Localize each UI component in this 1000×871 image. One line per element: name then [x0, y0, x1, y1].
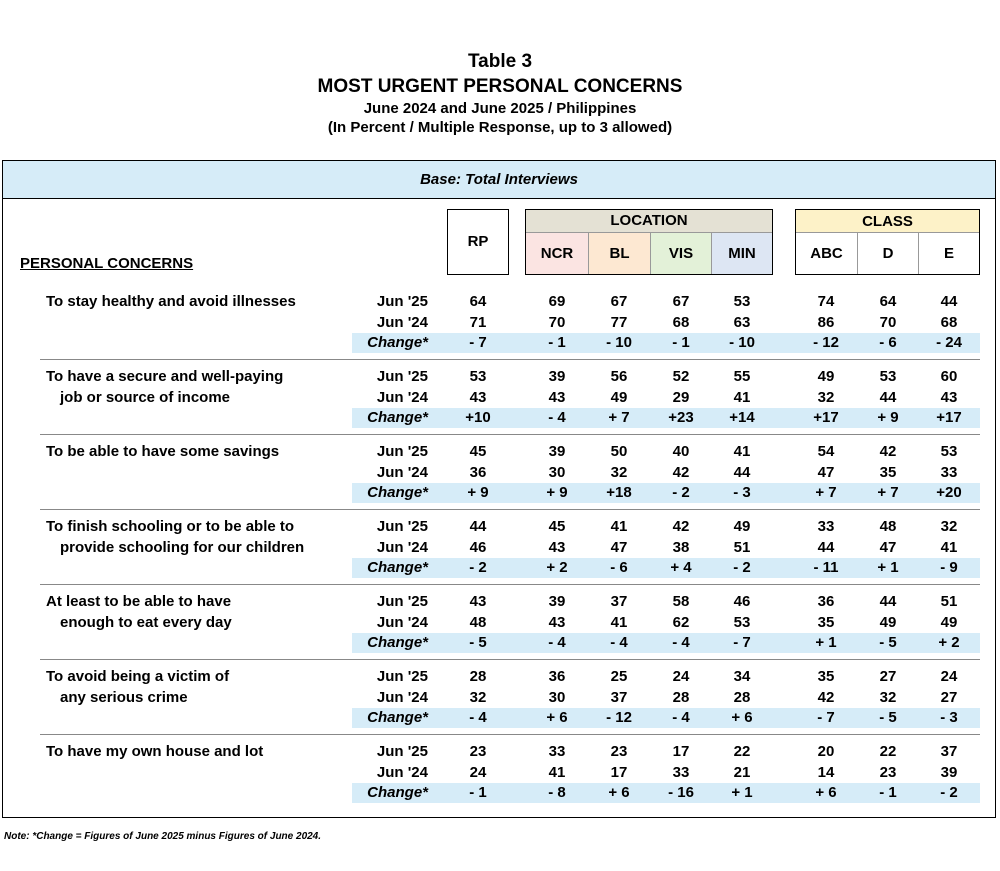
table-cell: 20	[817, 743, 835, 760]
concern-line2: provide schooling for our children	[60, 538, 305, 556]
table-cell: 42	[672, 463, 690, 481]
table-cell: 49	[733, 518, 751, 535]
table-cell: - 6	[610, 559, 628, 576]
table-cell: 42	[672, 518, 690, 535]
table-cell: - 4	[548, 409, 566, 426]
base-bar: Base: Total Interviews	[3, 161, 995, 199]
row-separator	[40, 509, 980, 510]
table-row-jun24	[0, 463, 1000, 483]
table-row-change	[0, 708, 1000, 728]
table-cell: 60	[940, 368, 958, 385]
table-cell: 53	[469, 368, 487, 385]
table-cell: 37	[610, 593, 628, 610]
header-abc: ABC	[810, 245, 843, 262]
table-cell: - 5	[469, 634, 487, 651]
table-cell: 50	[610, 443, 628, 460]
table-cell: - 9	[940, 559, 958, 576]
concern-line2: job or source of income	[60, 388, 231, 406]
table-cell: 47	[610, 538, 628, 556]
table-cell: 42	[879, 443, 897, 460]
table-cell: 24	[940, 668, 958, 685]
row-label: Jun '25	[376, 668, 428, 685]
table-cell: 53	[733, 293, 751, 310]
table-cell: 49	[610, 388, 628, 406]
table-cell: 44	[940, 293, 958, 310]
header-vis: VIS	[650, 233, 711, 274]
header-e: E	[918, 233, 979, 274]
concern-line1: To be able to have some savings	[46, 443, 280, 460]
table-cell: 51	[733, 538, 751, 556]
table-cell: - 7	[733, 634, 751, 651]
table-cell: 32	[610, 463, 628, 481]
table-row-jun25	[0, 442, 1000, 462]
table-cell: - 2	[672, 484, 690, 501]
footnote: Note: *Change = Figures of June 2025 minus Figures of June 2024.	[4, 831, 322, 842]
table-cell: - 12	[813, 334, 839, 351]
table-cell: 34	[733, 668, 751, 685]
table-cell: 64	[879, 293, 897, 310]
table-cell: 32	[469, 688, 487, 706]
table-cell: 23	[879, 763, 897, 781]
table-cell: 86	[817, 313, 835, 331]
table-cell: 29	[672, 388, 690, 406]
table-cell: +17	[813, 409, 839, 426]
table-cell: 32	[817, 388, 835, 406]
table-cell: 17	[672, 743, 690, 760]
row-label: Change*	[367, 784, 428, 801]
table-cell: 58	[672, 593, 690, 610]
table-cell: 21	[733, 763, 751, 781]
table-cell: + 9	[467, 484, 489, 501]
table-row-jun24	[0, 313, 1000, 333]
table-row-change	[0, 333, 1000, 353]
table-cell: 70	[548, 313, 566, 331]
table-cell: 27	[879, 668, 897, 685]
row-label: Jun '25	[376, 443, 428, 460]
table-row-jun25	[0, 742, 1000, 762]
table-cell: 67	[610, 293, 628, 310]
table-cell: 42	[817, 688, 835, 706]
table-cell: + 9	[877, 409, 899, 426]
table-cell: 56	[610, 368, 628, 385]
concern-line1: To avoid being a victim of	[46, 668, 230, 685]
table-cell: 32	[879, 688, 897, 706]
table-cell: 44	[879, 388, 897, 406]
table-cell: 38	[672, 538, 690, 556]
row-separator	[40, 659, 980, 660]
table-cell: 37	[610, 688, 628, 706]
table-cell: - 7	[469, 334, 487, 351]
table-cell: 46	[469, 538, 487, 556]
table-cell: 41	[548, 763, 566, 781]
table-cell: 47	[817, 463, 835, 481]
row-label: Change*	[367, 559, 428, 576]
table-cell: 41	[940, 538, 958, 556]
table-cell: - 2	[733, 559, 751, 576]
table-row-change	[0, 408, 1000, 428]
table-cell: +23	[668, 409, 694, 426]
table-cell: 37	[940, 743, 958, 760]
row-separator	[40, 359, 980, 360]
table-cell: - 10	[606, 334, 632, 351]
header-d: D	[857, 233, 918, 274]
table-cell: - 6	[879, 334, 897, 351]
table-cell: 51	[940, 593, 958, 610]
header-min: MIN	[711, 233, 772, 274]
table-cell: + 2	[546, 559, 568, 576]
table-row-jun25	[0, 367, 1000, 387]
table-cell: - 12	[606, 709, 632, 726]
table-cell: 43	[469, 593, 487, 610]
concern-line1: To stay healthy and avoid illnesses	[46, 293, 296, 310]
table-cell: 41	[610, 518, 628, 535]
row-label: Jun '25	[376, 743, 428, 760]
row-label: Jun '25	[376, 368, 428, 385]
table-cell: - 5	[879, 634, 897, 651]
table-cell: 49	[817, 368, 835, 385]
table-cell: 49	[940, 613, 958, 631]
concern-line1: At least to be able to have	[46, 593, 232, 610]
concern-line2: any serious crime	[60, 688, 188, 706]
table-row-jun24	[0, 388, 1000, 408]
table-cell: - 10	[729, 334, 755, 351]
table-cell: 54	[817, 443, 835, 460]
table-cell: +20	[936, 484, 962, 501]
header-class: CLASS	[795, 209, 980, 233]
table-cell: 22	[733, 743, 751, 760]
table-cell: - 1	[879, 784, 897, 801]
table-row-jun24	[0, 763, 1000, 783]
row-label: Jun '25	[376, 518, 428, 535]
table-cell: 47	[879, 538, 897, 556]
concern-line1: To finish schooling or to be able to	[46, 518, 295, 535]
table-cell: 53	[879, 368, 897, 385]
table-cell: 71	[469, 313, 487, 331]
table-cell: 55	[733, 368, 751, 385]
table-cell: 62	[672, 613, 690, 631]
table-cell: 28	[672, 688, 690, 706]
table-cell: 68	[672, 313, 690, 331]
table-cell: 30	[548, 463, 566, 481]
table-cell: - 2	[940, 784, 958, 801]
table-row-change	[0, 633, 1000, 653]
row-separator	[40, 584, 980, 585]
personal-concerns-label: PERSONAL CONCERNS	[20, 255, 194, 272]
table-cell: + 6	[731, 709, 753, 726]
table-row-change	[0, 483, 1000, 503]
table-cell: 35	[817, 613, 835, 631]
table-cell: 39	[940, 763, 958, 781]
table-cell: - 7	[817, 709, 835, 726]
table-cell: + 6	[546, 709, 568, 726]
table-cell: 32	[940, 518, 958, 535]
table-cell: 36	[817, 593, 835, 610]
table-cell: - 8	[548, 784, 566, 801]
table-cell: 23	[469, 743, 487, 760]
table-cell: 43	[548, 388, 566, 406]
table-cell: 17	[610, 763, 628, 781]
concern-line2: enough to eat every day	[60, 613, 232, 631]
table-cell: - 4	[672, 709, 690, 726]
table-cell: 43	[469, 388, 487, 406]
table-cell: + 9	[546, 484, 568, 501]
row-label: Change*	[367, 334, 428, 351]
table-cell: + 7	[608, 409, 630, 426]
table-subheading-2: (In Percent / Multiple Response, up to 3 allowed)	[327, 119, 673, 136]
table-cell: 48	[469, 613, 487, 631]
table-cell: - 4	[672, 634, 690, 651]
table-cell: 27	[940, 688, 958, 706]
table-cell: + 1	[731, 784, 753, 801]
table-cell: 40	[672, 443, 690, 460]
table-cell: 35	[817, 668, 835, 685]
table-cell: - 1	[548, 334, 566, 351]
table-cell: 35	[879, 463, 897, 481]
table-cell: - 1	[672, 334, 690, 351]
table-cell: + 7	[877, 484, 899, 501]
table-cell: + 1	[877, 559, 899, 576]
table-cell: 48	[879, 518, 897, 535]
table-cell: 33	[940, 463, 958, 481]
table-cell: 39	[548, 368, 566, 385]
concern-line1: To have my own house and lot	[46, 743, 264, 760]
table-cell: + 6	[815, 784, 837, 801]
table-row-jun24	[0, 538, 1000, 558]
table-heading: MOST URGENT PERSONAL CONCERNS	[317, 76, 683, 97]
table-cell: 28	[469, 668, 487, 685]
table-cell: 44	[879, 593, 897, 610]
table-cell: 23	[610, 743, 628, 760]
table-cell: 53	[733, 613, 751, 631]
table-cell: +17	[936, 409, 962, 426]
table-cell: 24	[672, 668, 690, 685]
table-cell: 43	[940, 388, 958, 406]
table-cell: 74	[817, 293, 835, 310]
table-row-jun25	[0, 517, 1000, 537]
table-number: Table 3	[467, 51, 533, 72]
row-label: Change*	[367, 634, 428, 651]
row-label: Jun '24	[376, 388, 428, 406]
table-cell: 43	[548, 538, 566, 556]
row-label: Jun '24	[376, 763, 428, 781]
table-cell: 39	[548, 443, 566, 460]
table-cell: - 2	[469, 559, 487, 576]
table-cell: - 5	[879, 709, 897, 726]
row-label: Change*	[367, 409, 428, 426]
table-cell: + 4	[670, 559, 692, 576]
table-cell: 33	[548, 743, 566, 760]
row-label: Jun '25	[376, 293, 428, 310]
table-cell: 28	[733, 688, 751, 706]
header-rp: RP	[447, 209, 509, 275]
row-label: Change*	[367, 484, 428, 501]
table-row-jun25	[0, 592, 1000, 612]
table-row-change	[0, 558, 1000, 578]
table-cell: 36	[548, 668, 566, 685]
row-label: Jun '24	[376, 313, 428, 331]
table-cell: 39	[548, 593, 566, 610]
table-cell: +10	[465, 409, 491, 426]
table-cell: +14	[729, 409, 755, 426]
table-cell: - 1	[469, 784, 487, 801]
concern-line1: To have a secure and well-paying	[46, 368, 284, 385]
table-cell: 14	[817, 763, 835, 781]
table-cell: 33	[672, 763, 690, 781]
table-titles	[0, 50, 1000, 138]
table-cell: - 24	[936, 334, 962, 351]
table-cell: 44	[469, 518, 487, 535]
table-cell: 41	[733, 443, 751, 460]
table-cell: 69	[548, 293, 566, 310]
row-label: Jun '24	[376, 538, 428, 556]
table-cell: 43	[548, 613, 566, 631]
table-cell: 45	[548, 518, 566, 535]
row-label: Jun '24	[376, 463, 428, 481]
table-cell: 44	[817, 538, 835, 556]
table-cell: 45	[469, 443, 487, 460]
table-cell: - 4	[469, 709, 487, 726]
table-cell: 46	[733, 593, 751, 610]
table-cell: 77	[610, 313, 628, 331]
table-cell: - 16	[668, 784, 694, 801]
table-subheading: June 2024 and June 2025 / Philippines	[363, 100, 637, 117]
table-cell: + 1	[815, 634, 837, 651]
table-cell: - 3	[940, 709, 958, 726]
table-cell: + 6	[608, 784, 630, 801]
table-cell: 36	[469, 463, 487, 481]
table-cell: 67	[672, 293, 690, 310]
table-cell: - 4	[548, 634, 566, 651]
table-cell: - 4	[610, 634, 628, 651]
table-row-jun24	[0, 613, 1000, 633]
table-cell: + 2	[938, 634, 960, 651]
table-cell: +18	[606, 484, 632, 501]
row-label: Jun '24	[376, 688, 428, 706]
table-cell: 22	[879, 743, 897, 760]
row-label: Jun '25	[376, 593, 428, 610]
table-row-jun25	[0, 667, 1000, 687]
table-cell: 33	[817, 518, 835, 535]
table-row-jun25	[0, 292, 1000, 312]
header-ncr: NCR	[526, 233, 588, 274]
row-label: Jun '24	[376, 613, 428, 631]
table-cell: + 7	[815, 484, 837, 501]
table-cell: 44	[733, 463, 751, 481]
table-cell: 70	[879, 313, 897, 331]
table-cell: 63	[733, 313, 751, 331]
table-cell: - 3	[733, 484, 751, 501]
header-bl: BL	[588, 233, 650, 274]
table-row-change	[0, 783, 1000, 803]
table-cell: - 11	[813, 559, 839, 576]
table-cell: 41	[610, 613, 628, 631]
table-cell: 52	[672, 368, 690, 385]
table-row-jun24	[0, 688, 1000, 708]
table-cell: 64	[469, 293, 487, 310]
table-cell: 30	[548, 688, 566, 706]
table-cell: 24	[469, 763, 487, 781]
table-cell: 53	[940, 443, 958, 460]
table-cell: 68	[940, 313, 958, 331]
table-cell: 41	[733, 388, 751, 406]
table-cell: 49	[879, 613, 897, 631]
row-separator	[40, 434, 980, 435]
table-cell: 25	[610, 668, 628, 685]
header-location: LOCATION	[525, 209, 773, 233]
row-separator	[40, 734, 980, 735]
row-label: Change*	[367, 709, 428, 726]
